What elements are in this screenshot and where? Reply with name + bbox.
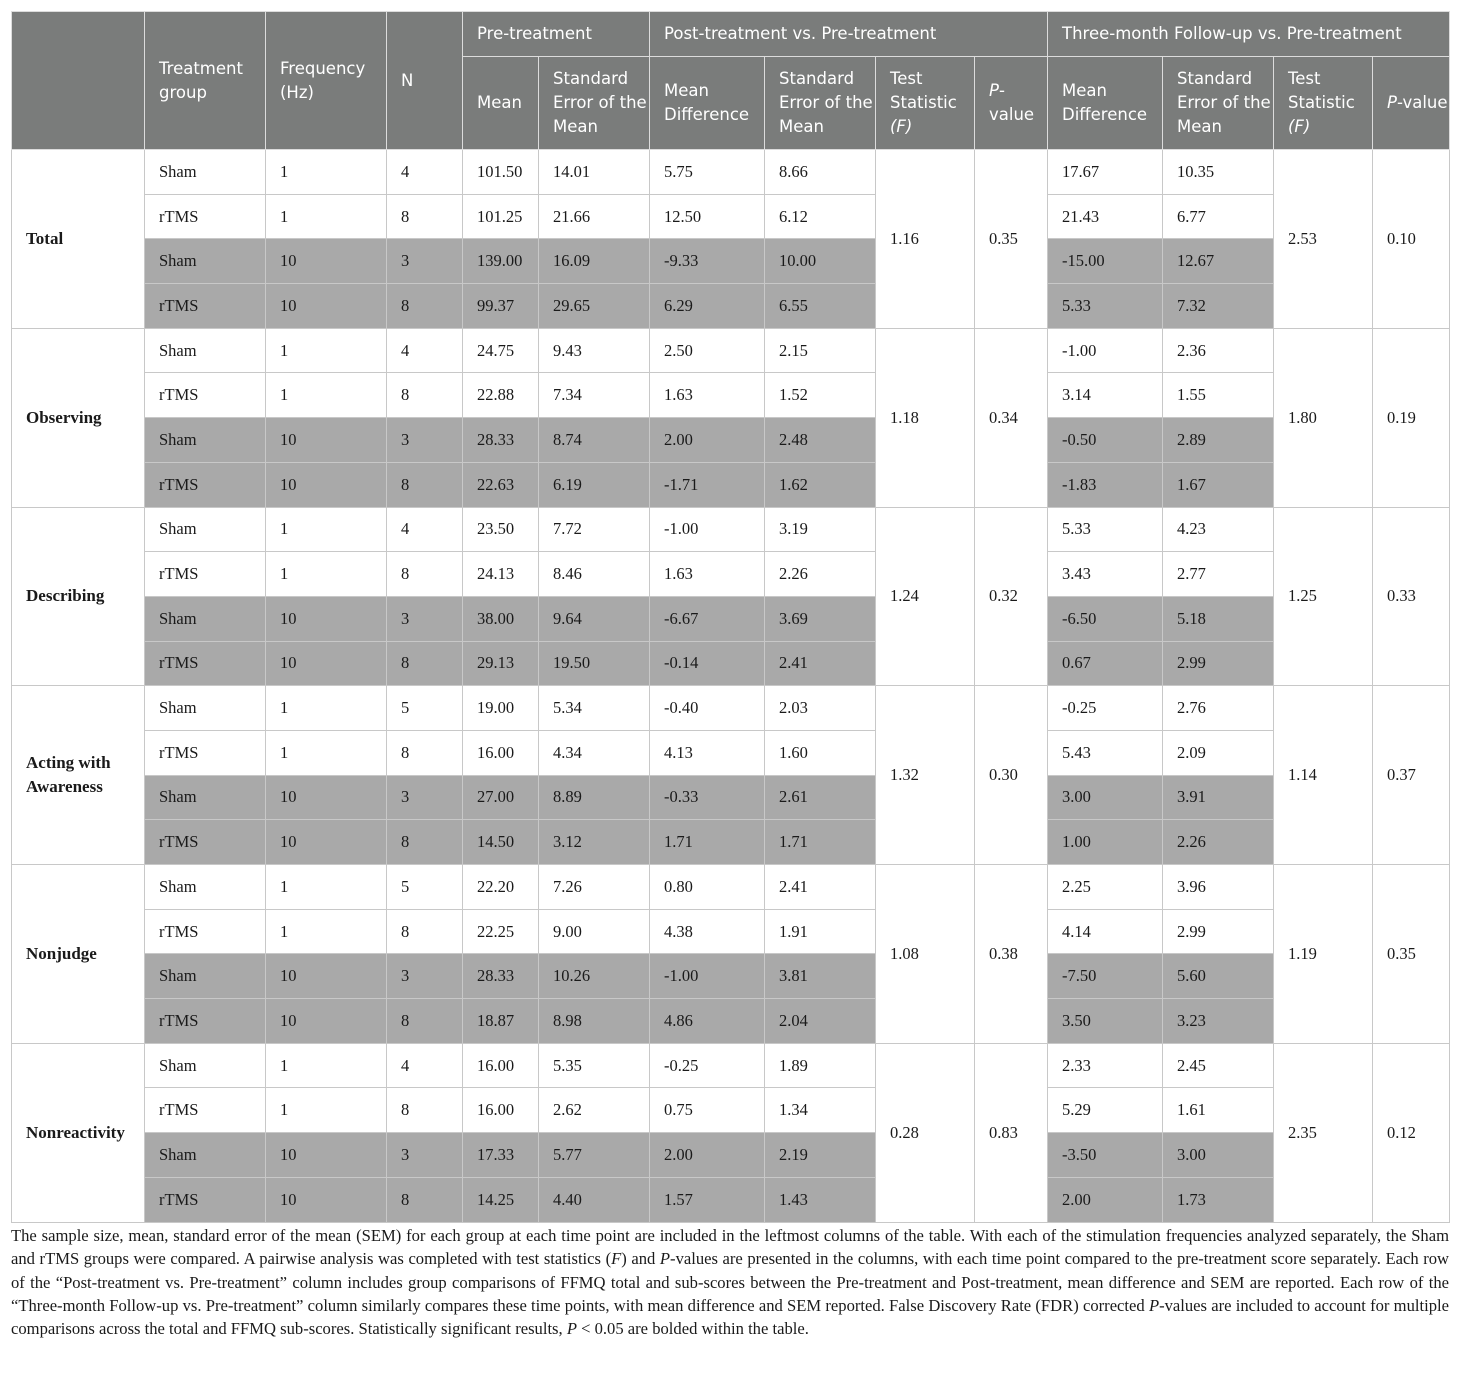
- cell-post-sem: 2.41: [765, 641, 876, 686]
- cell-n: 4: [387, 507, 463, 552]
- header-fu-test-stat: Test Statistic (F): [1274, 57, 1373, 150]
- cell-frequency: 1: [266, 865, 387, 910]
- header-pre-mean: Mean: [463, 57, 539, 150]
- cell-fu-p-value: 0.12: [1373, 1043, 1450, 1222]
- cell-treatment-group: Sham: [145, 150, 266, 195]
- cell-pre-sem: 4.34: [539, 730, 650, 775]
- cell-post-mean-diff: -6.67: [650, 596, 765, 641]
- cell-fu-mean-diff: 4.14: [1048, 909, 1163, 954]
- cell-fu-sem: 1.73: [1163, 1177, 1274, 1222]
- cell-post-test-stat: 1.16: [876, 150, 975, 329]
- cell-treatment-group: rTMS: [145, 909, 266, 954]
- cell-pre-sem: 6.19: [539, 462, 650, 507]
- cell-post-sem: 1.62: [765, 462, 876, 507]
- cell-frequency: 1: [266, 730, 387, 775]
- cell-pre-mean: 18.87: [463, 999, 539, 1044]
- cell-fu-sem: 2.76: [1163, 686, 1274, 731]
- table-row: [12, 775, 1450, 820]
- header-followup-vs-pre: Three-month Follow-up vs. Pre-treatment: [1048, 12, 1450, 57]
- cell-pre-mean: 101.50: [463, 150, 539, 195]
- cell-pre-sem: 10.26: [539, 954, 650, 999]
- cell-fu-sem: 1.67: [1163, 462, 1274, 507]
- cell-n: 8: [387, 641, 463, 686]
- cell-pre-mean: 101.25: [463, 194, 539, 239]
- cell-pre-mean: 16.00: [463, 1088, 539, 1133]
- cell-fu-sem: 12.67: [1163, 239, 1274, 284]
- cell-pre-sem: 7.34: [539, 373, 650, 418]
- table-row: [12, 284, 1450, 329]
- cell-fu-test-stat: 1.19: [1274, 865, 1373, 1044]
- cell-pre-sem: 8.98: [539, 999, 650, 1044]
- cell-post-sem: 1.89: [765, 1043, 876, 1088]
- header-n: N: [387, 12, 463, 150]
- cell-fu-mean-diff: 5.33: [1048, 507, 1163, 552]
- cell-fu-mean-diff: -1.83: [1048, 462, 1163, 507]
- cell-post-sem: 2.61: [765, 775, 876, 820]
- header-post-mean-diff: Mean Difference: [650, 57, 765, 150]
- cell-pre-mean: 22.88: [463, 373, 539, 418]
- cell-fu-sem: 1.55: [1163, 373, 1274, 418]
- cell-pre-sem: 19.50: [539, 641, 650, 686]
- cell-post-p-value: 0.35: [975, 150, 1048, 329]
- cell-post-sem: 8.66: [765, 150, 876, 195]
- table-row: [12, 373, 1450, 418]
- cell-n: 8: [387, 194, 463, 239]
- cell-treatment-group: Sham: [145, 239, 266, 284]
- cell-post-mean-diff: 4.86: [650, 999, 765, 1044]
- cell-frequency: 1: [266, 373, 387, 418]
- cell-fu-sem: 4.23: [1163, 507, 1274, 552]
- table-row: [12, 1088, 1450, 1133]
- cell-post-mean-diff: -1.00: [650, 954, 765, 999]
- cell-post-sem: 2.41: [765, 865, 876, 910]
- cell-treatment-group: Sham: [145, 1043, 266, 1088]
- cell-pre-mean: 24.13: [463, 552, 539, 597]
- parameter-label: Nonjudge: [12, 865, 145, 1044]
- cell-treatment-group: rTMS: [145, 641, 266, 686]
- table-row: [12, 418, 1450, 463]
- cell-n: 8: [387, 462, 463, 507]
- cell-fu-mean-diff: -15.00: [1048, 239, 1163, 284]
- cell-post-mean-diff: 1.63: [650, 552, 765, 597]
- cell-post-sem: 3.69: [765, 596, 876, 641]
- cell-fu-mean-diff: 17.67: [1048, 150, 1163, 195]
- table-row: [12, 954, 1450, 999]
- table-body: [12, 150, 1450, 1223]
- cell-frequency: 1: [266, 552, 387, 597]
- cell-n: 8: [387, 999, 463, 1044]
- cell-pre-mean: 27.00: [463, 775, 539, 820]
- cell-treatment-group: rTMS: [145, 820, 266, 865]
- cell-post-p-value: 0.32: [975, 507, 1048, 686]
- cell-pre-mean: 22.25: [463, 909, 539, 954]
- cell-pre-mean: 17.33: [463, 1133, 539, 1178]
- cell-pre-sem: 4.40: [539, 1177, 650, 1222]
- cell-n: 5: [387, 686, 463, 731]
- cell-post-sem: 2.26: [765, 552, 876, 597]
- cell-fu-test-stat: 2.53: [1274, 150, 1373, 329]
- cell-pre-sem: 7.72: [539, 507, 650, 552]
- cell-pre-mean: 38.00: [463, 596, 539, 641]
- cell-fu-mean-diff: 5.33: [1048, 284, 1163, 329]
- table-row: [12, 730, 1450, 775]
- table-row: [12, 507, 1450, 552]
- cell-fu-test-stat: 2.35: [1274, 1043, 1373, 1222]
- cell-pre-sem: 8.74: [539, 418, 650, 463]
- cell-fu-sem: 2.09: [1163, 730, 1274, 775]
- cell-post-mean-diff: -1.00: [650, 507, 765, 552]
- cell-post-sem: 10.00: [765, 239, 876, 284]
- cell-post-mean-diff: 12.50: [650, 194, 765, 239]
- cell-n: 8: [387, 1177, 463, 1222]
- cell-fu-mean-diff: 1.00: [1048, 820, 1163, 865]
- cell-post-p-value: 0.30: [975, 686, 1048, 865]
- table-row: [12, 909, 1450, 954]
- cell-treatment-group: rTMS: [145, 730, 266, 775]
- cell-post-mean-diff: 2.00: [650, 1133, 765, 1178]
- cell-fu-p-value: 0.19: [1373, 328, 1450, 507]
- cell-pre-mean: 139.00: [463, 239, 539, 284]
- header-post-vs-pre: Post-treatment vs. Pre-treatment: [650, 12, 1048, 57]
- cell-post-sem: 3.19: [765, 507, 876, 552]
- header-post-p-value: P-value: [975, 57, 1048, 150]
- cell-n: 4: [387, 150, 463, 195]
- cell-post-test-stat: 1.32: [876, 686, 975, 865]
- cell-pre-sem: 21.66: [539, 194, 650, 239]
- cell-treatment-group: Sham: [145, 954, 266, 999]
- cell-pre-mean: 14.50: [463, 820, 539, 865]
- cell-frequency: 10: [266, 954, 387, 999]
- cell-fu-mean-diff: 2.25: [1048, 865, 1163, 910]
- cell-frequency: 1: [266, 194, 387, 239]
- header-post-test-stat: Test Statistic (F): [876, 57, 975, 150]
- cell-n: 8: [387, 373, 463, 418]
- header-post-sem: Standard Error of the Mean: [765, 57, 876, 150]
- header-fu-sem: Standard Error of the Mean: [1163, 57, 1274, 150]
- cell-n: 8: [387, 820, 463, 865]
- cell-frequency: 10: [266, 999, 387, 1044]
- cell-pre-sem: 14.01: [539, 150, 650, 195]
- cell-treatment-group: Sham: [145, 418, 266, 463]
- cell-frequency: 1: [266, 1088, 387, 1133]
- table-row: [12, 820, 1450, 865]
- cell-fu-mean-diff: 3.50: [1048, 999, 1163, 1044]
- cell-n: 4: [387, 328, 463, 373]
- cell-fu-p-value: 0.10: [1373, 150, 1450, 329]
- cell-n: 3: [387, 1133, 463, 1178]
- cell-fu-sem: 7.32: [1163, 284, 1274, 329]
- cell-post-mean-diff: -0.14: [650, 641, 765, 686]
- cell-fu-mean-diff: -6.50: [1048, 596, 1163, 641]
- cell-fu-p-value: 0.37: [1373, 686, 1450, 865]
- cell-post-sem: 6.55: [765, 284, 876, 329]
- results-table: [11, 11, 1450, 1223]
- cell-pre-sem: 5.77: [539, 1133, 650, 1178]
- cell-post-sem: 1.43: [765, 1177, 876, 1222]
- table-row: [12, 1043, 1450, 1088]
- cell-pre-sem: 9.00: [539, 909, 650, 954]
- cell-treatment-group: Sham: [145, 865, 266, 910]
- cell-post-mean-diff: 4.38: [650, 909, 765, 954]
- cell-n: 3: [387, 775, 463, 820]
- cell-treatment-group: rTMS: [145, 552, 266, 597]
- cell-treatment-group: rTMS: [145, 373, 266, 418]
- cell-frequency: 10: [266, 1133, 387, 1178]
- cell-pre-mean: 16.00: [463, 730, 539, 775]
- table-row: [12, 328, 1450, 373]
- table-row: [12, 239, 1450, 284]
- cell-treatment-group: Sham: [145, 1133, 266, 1178]
- cell-pre-sem: 16.09: [539, 239, 650, 284]
- cell-treatment-group: Sham: [145, 775, 266, 820]
- cell-fu-test-stat: 1.14: [1274, 686, 1373, 865]
- cell-fu-sem: 2.89: [1163, 418, 1274, 463]
- cell-treatment-group: rTMS: [145, 284, 266, 329]
- cell-fu-sem: 3.23: [1163, 999, 1274, 1044]
- cell-n: 3: [387, 418, 463, 463]
- parameter-label: Describing: [12, 507, 145, 686]
- cell-treatment-group: rTMS: [145, 1088, 266, 1133]
- parameter-label: Total: [12, 150, 145, 329]
- cell-frequency: 1: [266, 686, 387, 731]
- cell-pre-mean: 28.33: [463, 418, 539, 463]
- cell-treatment-group: Sham: [145, 328, 266, 373]
- cell-fu-test-stat: 1.80: [1274, 328, 1373, 507]
- cell-pre-sem: 5.35: [539, 1043, 650, 1088]
- cell-pre-sem: 8.89: [539, 775, 650, 820]
- cell-pre-sem: 9.64: [539, 596, 650, 641]
- cell-treatment-group: rTMS: [145, 194, 266, 239]
- cell-treatment-group: rTMS: [145, 1177, 266, 1222]
- cell-post-sem: 1.34: [765, 1088, 876, 1133]
- cell-frequency: 1: [266, 507, 387, 552]
- cell-post-mean-diff: 4.13: [650, 730, 765, 775]
- cell-post-sem: 1.60: [765, 730, 876, 775]
- table-row: [12, 999, 1450, 1044]
- cell-pre-mean: 29.13: [463, 641, 539, 686]
- table-row: [12, 150, 1450, 195]
- cell-fu-sem: 2.77: [1163, 552, 1274, 597]
- cell-frequency: 1: [266, 1043, 387, 1088]
- cell-post-mean-diff: -0.25: [650, 1043, 765, 1088]
- cell-frequency: 10: [266, 641, 387, 686]
- cell-treatment-group: rTMS: [145, 462, 266, 507]
- cell-frequency: 1: [266, 150, 387, 195]
- cell-fu-mean-diff: 3.14: [1048, 373, 1163, 418]
- cell-frequency: 10: [266, 596, 387, 641]
- cell-fu-sem: 2.36: [1163, 328, 1274, 373]
- cell-frequency: 10: [266, 1177, 387, 1222]
- cell-frequency: 1: [266, 909, 387, 954]
- cell-fu-mean-diff: -3.50: [1048, 1133, 1163, 1178]
- cell-treatment-group: Sham: [145, 507, 266, 552]
- cell-fu-sem: 2.45: [1163, 1043, 1274, 1088]
- cell-fu-mean-diff: 21.43: [1048, 194, 1163, 239]
- header-fu-p-value: P-value: [1373, 57, 1450, 150]
- cell-n: 8: [387, 284, 463, 329]
- table-row: [12, 641, 1450, 686]
- header-parameter: [12, 12, 145, 150]
- cell-post-test-stat: 0.28: [876, 1043, 975, 1222]
- cell-pre-mean: 28.33: [463, 954, 539, 999]
- table-row: [12, 552, 1450, 597]
- cell-n: 3: [387, 954, 463, 999]
- cell-frequency: 1: [266, 328, 387, 373]
- header-pre-treatment: Pre-treatment: [463, 12, 650, 57]
- cell-n: 3: [387, 239, 463, 284]
- cell-pre-sem: 9.43: [539, 328, 650, 373]
- cell-post-sem: 3.81: [765, 954, 876, 999]
- cell-post-mean-diff: -0.40: [650, 686, 765, 731]
- cell-post-sem: 1.71: [765, 820, 876, 865]
- cell-fu-sem: 2.99: [1163, 641, 1274, 686]
- cell-post-sem: 2.48: [765, 418, 876, 463]
- cell-fu-sem: 5.18: [1163, 596, 1274, 641]
- cell-n: 8: [387, 730, 463, 775]
- cell-fu-mean-diff: 2.00: [1048, 1177, 1163, 1222]
- table-row: [12, 686, 1450, 731]
- cell-fu-p-value: 0.35: [1373, 865, 1450, 1044]
- cell-post-mean-diff: -0.33: [650, 775, 765, 820]
- cell-pre-sem: 3.12: [539, 820, 650, 865]
- cell-fu-mean-diff: -0.25: [1048, 686, 1163, 731]
- table-row: [12, 1133, 1450, 1178]
- parameter-label: Observing: [12, 328, 145, 507]
- cell-fu-mean-diff: 5.29: [1048, 1088, 1163, 1133]
- cell-post-test-stat: 1.08: [876, 865, 975, 1044]
- cell-post-p-value: 0.34: [975, 328, 1048, 507]
- cell-pre-mean: 23.50: [463, 507, 539, 552]
- cell-post-sem: 6.12: [765, 194, 876, 239]
- cell-n: 4: [387, 1043, 463, 1088]
- cell-post-sem: 1.52: [765, 373, 876, 418]
- cell-n: 5: [387, 865, 463, 910]
- cell-frequency: 10: [266, 775, 387, 820]
- cell-pre-mean: 22.63: [463, 462, 539, 507]
- cell-pre-sem: 8.46: [539, 552, 650, 597]
- cell-fu-mean-diff: 0.67: [1048, 641, 1163, 686]
- cell-n: 8: [387, 552, 463, 597]
- table-row: [12, 1177, 1450, 1222]
- cell-post-mean-diff: 5.75: [650, 150, 765, 195]
- cell-post-sem: 1.91: [765, 909, 876, 954]
- parameter-label: Nonreactivity: [12, 1043, 145, 1222]
- cell-pre-mean: 14.25: [463, 1177, 539, 1222]
- table-header: [12, 12, 1450, 150]
- cell-frequency: 10: [266, 284, 387, 329]
- cell-post-sem: 2.03: [765, 686, 876, 731]
- cell-post-mean-diff: 1.57: [650, 1177, 765, 1222]
- cell-frequency: 10: [266, 820, 387, 865]
- header-pre-sem: Standard Error of the Mean: [539, 57, 650, 150]
- table-footnote: The sample size, mean, standard error of the mean (SEM) for each group at each time point are included in the leftmost columns of the table. With each of the stimulation frequencies analyzed separately, the Sham and rTMS groups were compared. A pairwise analysis was completed with test statistics (F) and P-values are presented in the columns, with each time point compared to the pre-treatment score separately. Each row of the “Post-treatment vs. Pre-treatment” column includes group comparisons of FFMQ total and sub-scores between the Pre-treatment and Post-treatment, mean difference and SEM are reported. Each row of the “Three-month Follow-up vs. Pre-treatment” column similarly compares these time points, with mean difference and SEM reported. False Discovery Rate (FDR) corrected P-values are included to account for multiple comparisons across the total and FFMQ sub-scores. Statistically significant results, P < 0.05 are bolded within the table.: [11, 1226, 1450, 1339]
- cell-post-mean-diff: -1.71: [650, 462, 765, 507]
- cell-post-mean-diff: 0.75: [650, 1088, 765, 1133]
- cell-post-p-value: 0.83: [975, 1043, 1048, 1222]
- cell-fu-test-stat: 1.25: [1274, 507, 1373, 686]
- cell-n: 3: [387, 596, 463, 641]
- cell-fu-sem: 3.00: [1163, 1133, 1274, 1178]
- cell-post-test-stat: 1.24: [876, 507, 975, 686]
- cell-fu-mean-diff: 3.00: [1048, 775, 1163, 820]
- cell-fu-mean-diff: -1.00: [1048, 328, 1163, 373]
- header-frequency: Frequency (Hz): [266, 12, 387, 150]
- cell-fu-mean-diff: 5.43: [1048, 730, 1163, 775]
- cell-pre-mean: 19.00: [463, 686, 539, 731]
- cell-pre-sem: 2.62: [539, 1088, 650, 1133]
- cell-n: 8: [387, 1088, 463, 1133]
- results-table-container: [11, 11, 1449, 1223]
- cell-pre-mean: 24.75: [463, 328, 539, 373]
- header-fu-mean-diff: Mean Difference: [1048, 57, 1163, 150]
- table-row: [12, 596, 1450, 641]
- cell-post-sem: 2.19: [765, 1133, 876, 1178]
- parameter-label: Acting with Awareness: [12, 686, 145, 865]
- cell-pre-sem: 5.34: [539, 686, 650, 731]
- cell-post-mean-diff: 0.80: [650, 865, 765, 910]
- cell-fu-sem: 2.99: [1163, 909, 1274, 954]
- cell-n: 8: [387, 909, 463, 954]
- cell-fu-sem: 2.26: [1163, 820, 1274, 865]
- cell-fu-sem: 3.96: [1163, 865, 1274, 910]
- cell-fu-sem: 6.77: [1163, 194, 1274, 239]
- cell-treatment-group: rTMS: [145, 999, 266, 1044]
- cell-fu-sem: 3.91: [1163, 775, 1274, 820]
- cell-post-mean-diff: -9.33: [650, 239, 765, 284]
- cell-fu-sem: 1.61: [1163, 1088, 1274, 1133]
- cell-frequency: 10: [266, 418, 387, 463]
- cell-fu-p-value: 0.33: [1373, 507, 1450, 686]
- cell-treatment-group: Sham: [145, 686, 266, 731]
- cell-post-mean-diff: 1.63: [650, 373, 765, 418]
- cell-pre-mean: 16.00: [463, 1043, 539, 1088]
- table-row: [12, 865, 1450, 910]
- cell-pre-sem: 7.26: [539, 865, 650, 910]
- cell-fu-mean-diff: -0.50: [1048, 418, 1163, 463]
- cell-post-mean-diff: 6.29: [650, 284, 765, 329]
- cell-post-sem: 2.04: [765, 999, 876, 1044]
- cell-fu-sem: 10.35: [1163, 150, 1274, 195]
- cell-pre-sem: 29.65: [539, 284, 650, 329]
- cell-pre-mean: 22.20: [463, 865, 539, 910]
- cell-fu-mean-diff: 2.33: [1048, 1043, 1163, 1088]
- cell-fu-sem: 5.60: [1163, 954, 1274, 999]
- header-treatment-group: Treatment group: [145, 12, 266, 150]
- cell-frequency: 10: [266, 462, 387, 507]
- cell-post-mean-diff: 2.50: [650, 328, 765, 373]
- cell-post-p-value: 0.38: [975, 865, 1048, 1044]
- cell-post-mean-diff: 2.00: [650, 418, 765, 463]
- cell-pre-mean: 99.37: [463, 284, 539, 329]
- cell-fu-mean-diff: 3.43: [1048, 552, 1163, 597]
- cell-fu-mean-diff: -7.50: [1048, 954, 1163, 999]
- cell-post-sem: 2.15: [765, 328, 876, 373]
- table-row: [12, 194, 1450, 239]
- cell-post-mean-diff: 1.71: [650, 820, 765, 865]
- cell-post-test-stat: 1.18: [876, 328, 975, 507]
- table-row: [12, 462, 1450, 507]
- cell-frequency: 10: [266, 239, 387, 284]
- cell-treatment-group: Sham: [145, 596, 266, 641]
